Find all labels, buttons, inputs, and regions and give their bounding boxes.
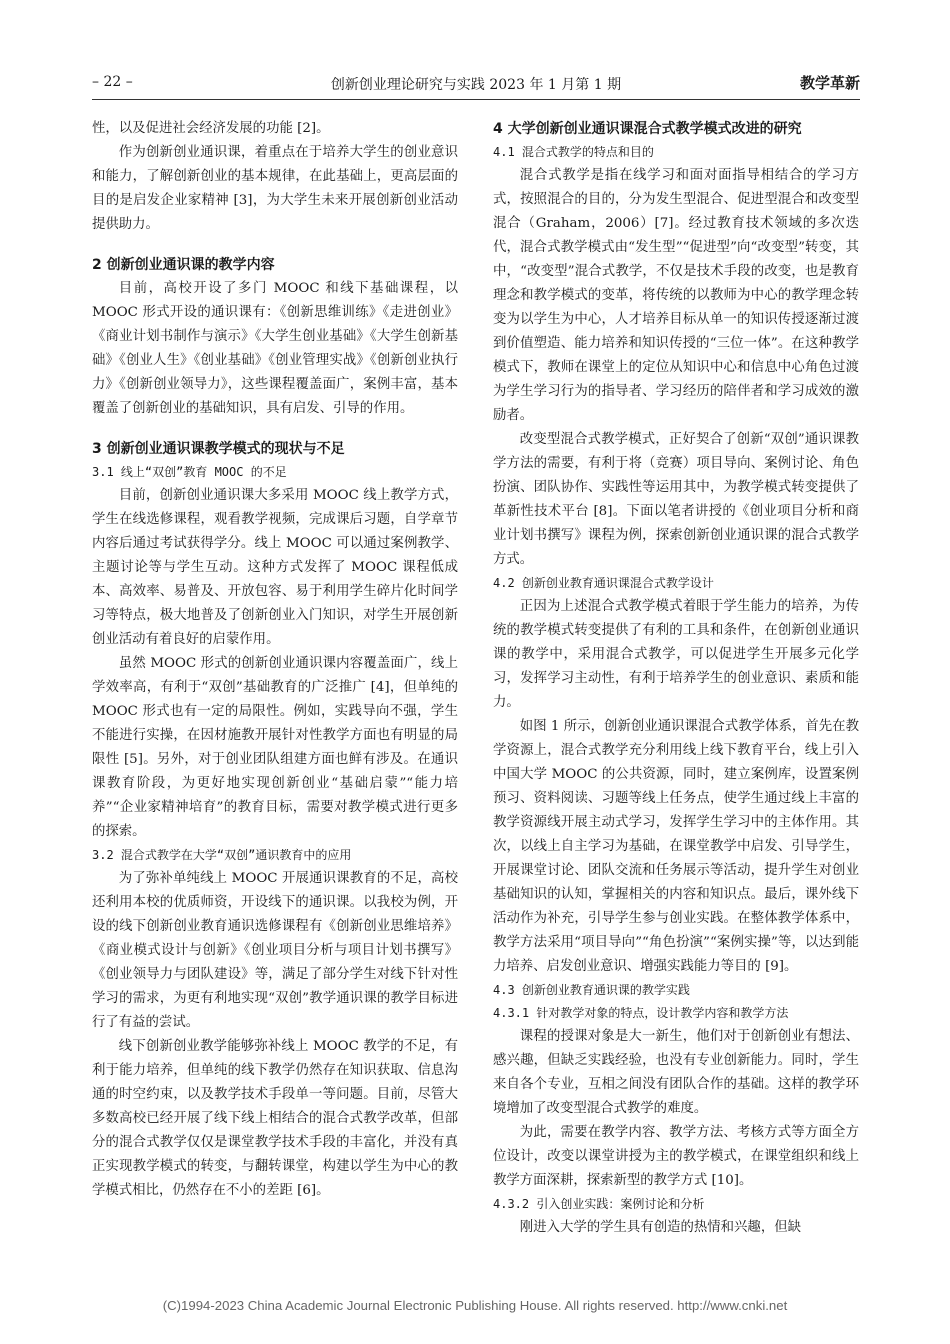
left-column	[92, 117, 458, 1203]
section-3-1-heading: 3.1 线上“双创”教育 MOOC 的不足	[92, 465, 287, 479]
intro-paragraph-end: 性，以及促进社会经济发展的功能 [2]。	[92, 121, 330, 136]
header-divider	[92, 99, 860, 100]
section-4-2-paragraph-1: 正因为上述混合式教学模式着眼于学生能力的培养，为传统的教学模式转变提供了有利的工具和条件，在创新创业通识课的教学中，采用混合式教学，可以促进学生开展多元化学习，发挥学习主动性，有利于培养学生的创业意识、素质和能力。	[493, 599, 859, 710]
section-3-1-paragraph-2: 虽然 MOOC 形式的创新创业通识课内容覆盖面广，线上学效率高，有利于“双创”基础教育的广泛推广 [4]，但单纯的 MOOC 形式也有一定的局限性。例如，实践导向不强，学生不能进行实操，在因材施教开展针对性教学方面也有明显的局限性 [5]。另外，对于创业团队组建方面也鲜有涉及。在通识课教育阶段，为更好地实现创新创业“基础启蒙”“能力培养”“企业家精神培育”的教育目标，需要对教学模式进行更多的探索。	[92, 656, 458, 839]
section-4-2-paragraph-2: 如图 1 所示，创新创业通识课混合式教学体系，首先在教学资源上，混合式教学充分利用线上线下教育平台，线上引入中国大学 MOOC 的公共资源，同时，建立案例库，设置案例预习、资料阅读、习题等线上任务点，使学生通过线上丰富的教学资源线开展主动式学习，发挥学生学习中的主体作用。其次，以线上自主学习为基础，在课堂教学中启发、引导学生，开展课堂讨论、团队交流和任务展示等活动，提升学生对创业基础知识的认知，掌握相关的内容和知识点。最后，课外线下活动作为补充，引导学生参与创业实践。在整体教学体系中，教学方法采用“项目导向”“角色扮演”“案例实操”等，以达到能力培养、启发创业意识、增强实践能力等目的 [9]。	[493, 719, 859, 974]
page-header	[92, 70, 860, 96]
section-3-2-paragraph-1: 为了弥补单纯线上 MOOC 开展通识课教育的不足，高校还利用本校的优质师资，开设线下的通识课。以我校为例，开设的线下创新创业教育通识选修课程有《创新创业思维培养》《商业模式设计与创新》《创业项目分析与项目计划书撰写》《创业领导力与团队建设》等，满足了部分学生对线下针对性学习的需求，为更有利地实现“双创”教学通识课的教学目标进行了有益的尝试。	[92, 871, 458, 1030]
section-3-2-heading: 3.2 混合式教学在大学“双创”通识教育中的应用	[92, 848, 352, 862]
section-4-3-2-paragraph-1: 刚进入大学的学生具有创造的热情和兴趣，但缺	[519, 1220, 801, 1235]
section-4-3-heading: 4.3 创新创业教育通识课的教学实践	[493, 983, 690, 997]
spacer	[92, 237, 458, 253]
section-4-3-1-paragraph-2: 为此，需要在教学内容、教学方法、考核方式等方面全方位设计，改变以课堂讲授为主的教学模式，在课堂组织和线上教学方面深耕，探索新型的教学方式 [10]。	[493, 1125, 859, 1188]
section-4-3-2-heading: 4.3.2 引入创业实践：案例讨论和分析	[493, 1197, 705, 1211]
section-label: 教学革新	[799, 74, 860, 92]
section-4-1-paragraph-2: 改变型混合式教学模式，正好契合了创新“双创”通识课教学方法的需要，有利于将（竞赛）项目导向、案例讨论、角色扮演、团队协作、实践性等运用其中，为教学模式转变提供了革新性技术平台 [8]。下面以笔者讲授的《创业项目分析和商业计划书撰写》课程为例，探索创新创业通识课的混合式教学方式。	[493, 432, 859, 567]
intro-paragraph: 作为创新创业通识课，着重点在于培养大学生的创业意识和能力，了解创新创业的基本规律，在此基础上，更高层面的目的是启发企业家精神 [3]，为大学生未来开展创新创业活动提供助力。	[92, 145, 458, 232]
section-4-3-1-heading: 4.3.1 针对教学对象的特点，设计教学内容和教学方法	[493, 1006, 789, 1020]
journal-title: 创新创业理论研究与实践 2023 年 1 月第 1 期	[330, 77, 622, 93]
page-number: – 22 –	[92, 74, 133, 90]
section-4-1-paragraph-1: 混合式教学是指在线学习和面对面指导相结合的学习方式，按照混合的目的，分为发生型混合、促进型混合和改变型混合（Graham，2006）[7]。经过教育技术领域的多次迭代，混合式教学模式由“发生型”“促进型”向“改变型”转变，其中，“改变型”混合式教学，不仅是技术手段的改变，也是教育理念和教学模式的变革，将传统的以教师为中心的教学理念转变为以学生为中心，人才培养目标从单一的知识传授逐渐过渡到价值塑造、能力培养和知识传授的“三位一体”。在这种教学模式下，教师在课堂上的定位从知识中心和信息中心角色过渡为学生学习行为的指导者、学习经历的陪伴者和学习成效的激励者。	[493, 168, 859, 423]
right-column	[493, 117, 859, 1240]
section-4-3-1-paragraph-1: 课程的授课对象是大一新生，他们对于创新创业有想法、感兴趣，但缺乏实践经验，也没有专业创新能力。同时，学生来自各个专业，互相之间没有团队合作的基础。这样的教学环境增加了改变型混合式教学的难度。	[493, 1029, 859, 1116]
section-4-heading: 4 大学创新创业通识课混合式教学模式改进的研究	[493, 121, 802, 137]
spacer	[92, 421, 458, 437]
section-3-1-paragraph-1: 目前，创新创业通识课大多采用 MOOC 线上教学方式，学生在线选修课程，观看教学视频，完成课后习题，自学章节内容后通过考试获得学分。线上 MOOC 可以通过案例教学、主题讨论等与学生互动。这种方式发挥了 MOOC 课程低成本、高效率、易普及、开放包容、易于利用学生碎片化时间学习等特点，极大地普及了创新创业入门知识，对学生开展创新创业活动有着良好的启蒙作用。	[92, 488, 458, 647]
section-2-heading: 2 创新创业通识课的教学内容	[92, 257, 275, 273]
copyright-footer: (C)1994-2023 China Academic Journal Electronic Publishing House. All rights reserved. http://www.cnki.net	[162, 1298, 788, 1313]
section-3-2-paragraph-2: 线下创新创业教学能够弥补线上 MOOC 教学的不足，有利于能力培养，但单纯的线下教学仍然存在知识获取、信息沟通的时空约束，以及教学技术手段单一等问题。目前，尽管大多数高校已经开展了线下线上相结合的混合式教学改革，但部分的混合式教学仅仅是课堂教学技术手段的丰富化，并没有真正实现教学模式的转变，与翻转课堂，构建以学生为中心的教学模式相比，仍然存在不小的差距 [6]。	[92, 1039, 458, 1198]
section-2-paragraph: 目前，高校开设了多门 MOOC 和线下基础课程，以 MOOC 形式开设的通识课有：《创新思维训练》《走进创业》《商业计划书制作与演示》《大学生创业基础》《大学生创新基础》《创业人生》《创业基础》《创业管理实战》《创新创业执行力》《创新创业领导力》，这些课程覆盖面广，案例丰富，基本覆盖了创新创业的基础知识，具有启发、引导的作用。	[92, 281, 458, 416]
section-4-2-heading: 4.2 创新创业教育通识课混合式教学设计	[493, 576, 714, 590]
section-4-1-heading: 4.1 混合式教学的特点和目的	[493, 145, 654, 159]
section-3-heading: 3 创新创业通识课教学模式的现状与不足	[92, 441, 345, 457]
